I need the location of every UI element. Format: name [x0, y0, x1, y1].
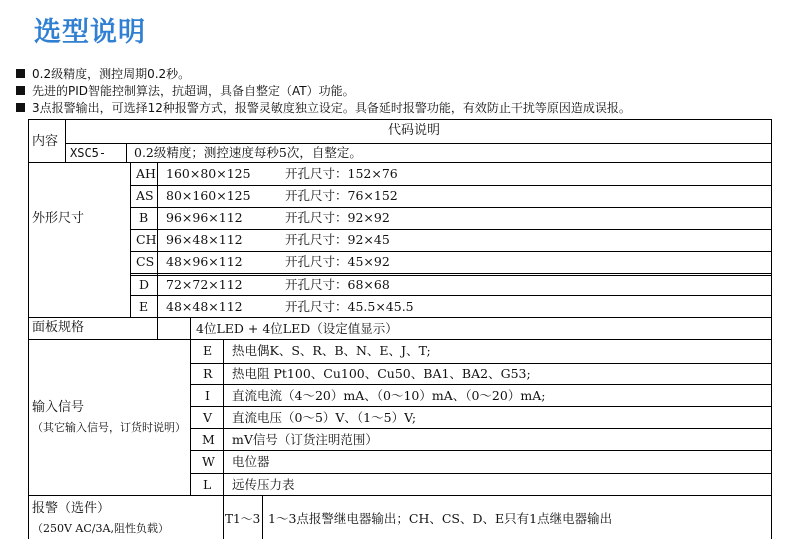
size-cutout: 开孔尺寸：68×68: [285, 277, 390, 292]
header-content: 内容: [32, 134, 59, 149]
size-code: E: [139, 299, 149, 314]
size-code: CH: [136, 232, 157, 247]
input-desc: 远传压力表: [232, 477, 295, 492]
size-dim: 96×96×112: [166, 210, 243, 225]
input-code: I: [205, 388, 210, 403]
panel-desc: 4位LED + 4位LED（设定值显示）: [196, 321, 398, 336]
model-desc: 0.2级精度；测控速度每秒5次，自整定。: [134, 145, 362, 160]
input-desc: 直流电流（4～20）mA、（0～10）mA、（0～20）mA;: [232, 388, 546, 403]
square-bullet-icon: [16, 103, 25, 112]
alarm-note: （250V AC/3A,阻性负载）: [32, 522, 169, 535]
size-cutout: 开孔尺寸：76×152: [285, 188, 398, 203]
size-label: 外形尺寸: [32, 211, 85, 226]
square-bullet-icon: [16, 86, 25, 95]
size-dim: 80×160×125: [166, 188, 251, 203]
alarm-code: T1～3: [225, 512, 261, 526]
alarm-desc: 1～3点报警继电器输出；CH、CS、D、E只有1点继电器输出: [268, 511, 613, 526]
input-desc: mV信号（订货注明范围）: [232, 432, 378, 447]
size-dim: 48×48×112: [166, 299, 243, 314]
square-bullet-icon: [16, 69, 25, 78]
size-cutout: 开孔尺寸：152×76: [285, 166, 398, 181]
size-code: CS: [136, 254, 155, 269]
input-desc: 热电阻 Pt100、Cu100、Cu50、BA1、BA2、G53;: [232, 366, 531, 381]
feature-item: 0.2级精度，测控周期0.2秒。: [16, 66, 631, 83]
input-desc: 电位器: [232, 454, 270, 469]
panel-label: 面板规格: [32, 320, 85, 335]
size-dim: 72×72×112: [166, 277, 243, 292]
model-code: XSC5-: [70, 146, 107, 160]
size-cutout: 开孔尺寸：92×45: [285, 232, 390, 247]
header-code-desc: 代码说明: [388, 123, 441, 138]
size-code: AS: [136, 188, 154, 203]
input-code: E: [203, 343, 213, 358]
size-cutout: 开孔尺寸：45.5×45.5: [285, 299, 414, 314]
input-desc: 直流电压（0～5）V、（1～5）V;: [232, 410, 417, 425]
alarm-label: 报警（选件）: [32, 501, 111, 516]
input-code: V: [203, 410, 213, 425]
input-code: L: [203, 477, 212, 492]
size-cutout: 开孔尺寸：92×92: [285, 210, 390, 225]
size-code: B: [139, 210, 149, 225]
size-code: AH: [136, 166, 156, 181]
feature-item: 3点报警输出，可选择12种报警方式，报警灵敏度独立设定。具备延时报警功能，有效防止干扰等原因造成误报。: [16, 100, 631, 117]
input-desc: 热电偶K、S、R、B、N、E、J、T;: [232, 343, 431, 358]
input-code: W: [202, 454, 215, 469]
size-dim: 96×48×112: [166, 232, 243, 247]
input-label: 输入信号: [32, 400, 85, 415]
feature-item: 先进的PID智能控制算法，抗超调，具备自整定（AT）功能。: [16, 83, 631, 100]
size-code: D: [139, 277, 150, 292]
input-code: R: [203, 366, 213, 381]
input-note: （其它输入信号，订货时说明）: [32, 421, 186, 434]
size-dim: 48×96×112: [166, 254, 243, 269]
size-dim: 160×80×125: [166, 166, 251, 181]
size-cutout: 开孔尺寸：45×92: [285, 254, 390, 269]
feature-list: [16, 66, 631, 117]
page-title: 选型说明: [34, 17, 146, 48]
input-code: M: [202, 432, 215, 447]
